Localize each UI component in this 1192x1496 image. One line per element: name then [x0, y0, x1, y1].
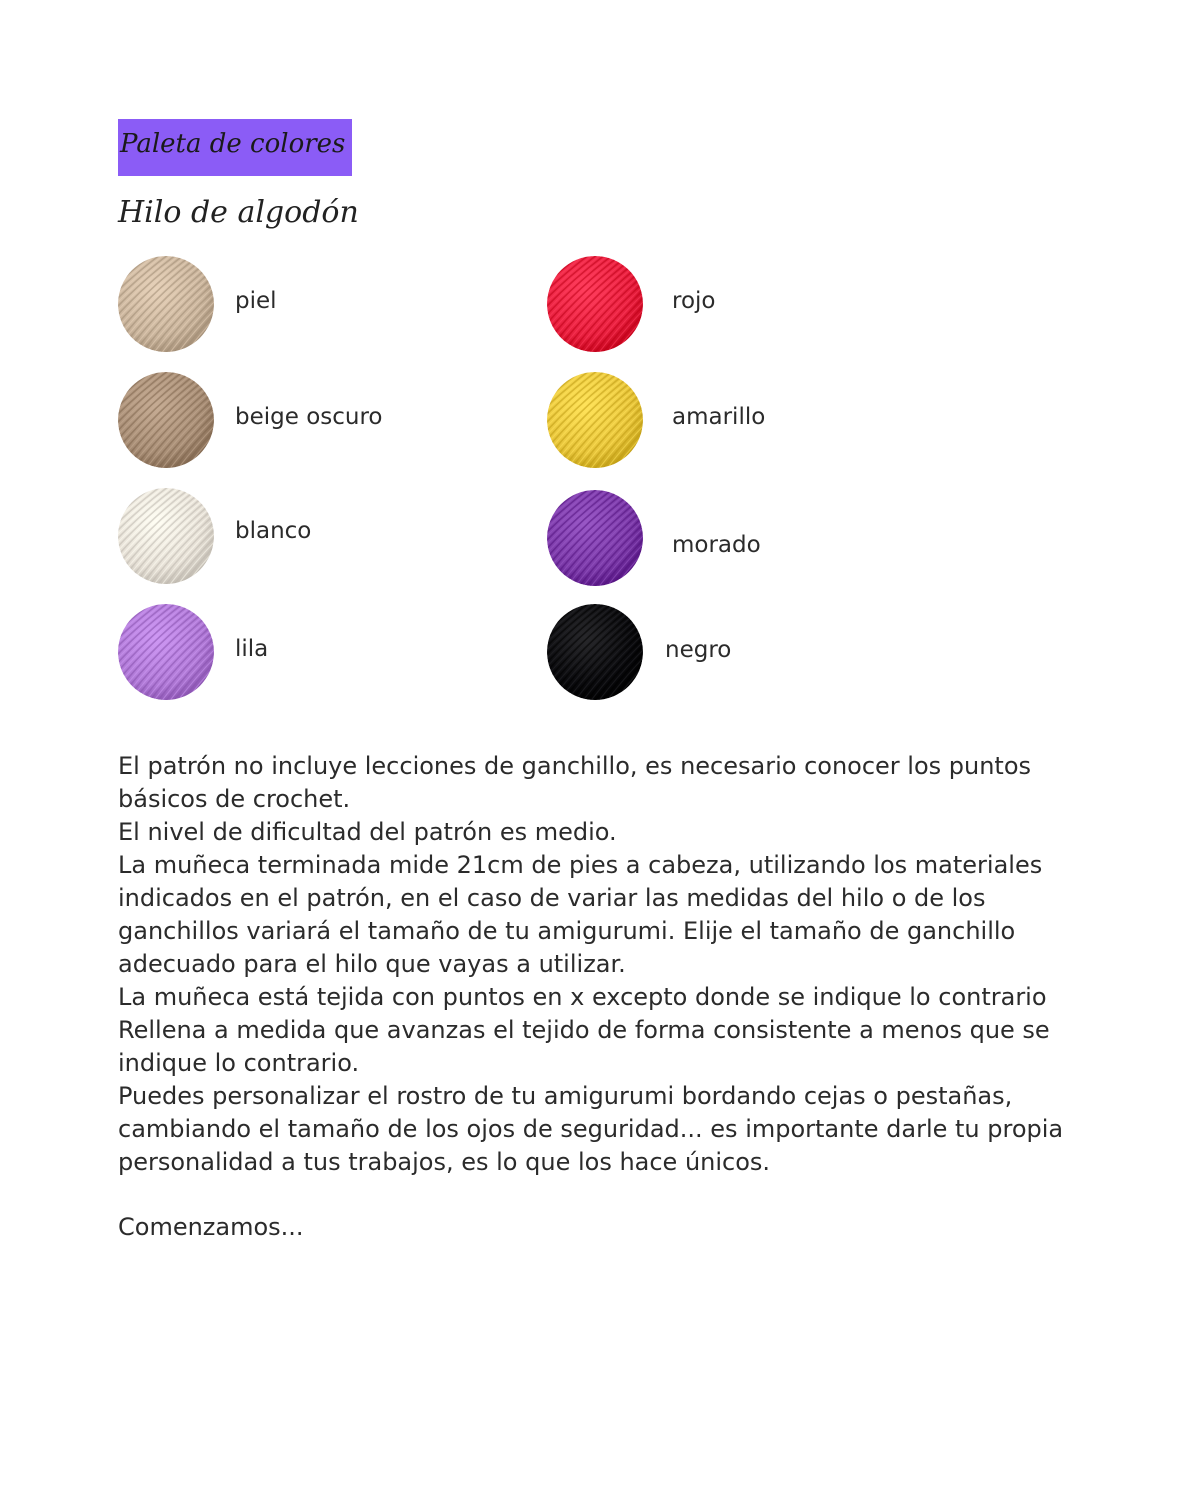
pattern-notes	[118, 750, 1078, 1179]
yarn-ball-icon	[547, 372, 643, 468]
note-paragraph: La muñeca terminada mide 21cm de pies a cabeza, utilizando los materiales indicados en el patrón, en el caso de variar las medidas del hilo o de los ganchillos variará el tamaño de tu amigurumi. Elije el tamaño de ganchillo adecuado para el hilo que vayas a utilizar.	[118, 851, 1043, 978]
yarn-ball-icon	[547, 256, 643, 352]
yarn-ball-icon	[547, 490, 643, 586]
note-paragraph: El nivel de dificultad del patrón es medio.	[118, 818, 617, 846]
swatch-label: negro	[665, 637, 732, 663]
page-title: Paleta de colores	[120, 129, 346, 159]
swatch-label: lila	[235, 636, 269, 662]
swatch-label: rojo	[672, 288, 716, 314]
yarn-ball-icon	[118, 372, 214, 468]
swatch-label: beige oscuro	[235, 404, 383, 430]
swatch-label: amarillo	[672, 404, 766, 430]
yarn-ball-icon	[118, 256, 214, 352]
title-highlight	[118, 119, 352, 176]
section-subtitle: Hilo de algodón	[118, 195, 359, 230]
yarn-ball-icon	[547, 604, 643, 700]
closing-text: Comenzamos...	[118, 1213, 304, 1241]
swatch-label: blanco	[235, 518, 312, 544]
yarn-ball-icon	[118, 604, 214, 700]
swatch-label: piel	[235, 288, 277, 314]
yarn-ball-icon	[118, 488, 214, 584]
note-paragraph: La muñeca está tejida con puntos en x excepto donde se indique lo contrario	[118, 983, 1047, 1011]
note-paragraph: Puedes personalizar el rostro de tu amigurumi bordando cejas o pestañas, cambiando el tamaño de los ojos de seguridad... es importante darle tu propia personalidad a tus trabajos, es lo que los hace únicos.	[118, 1082, 1064, 1176]
note-paragraph: El patrón no incluye lecciones de ganchillo, es necesario conocer los puntos básicos de crochet.	[118, 752, 1032, 813]
note-paragraph: Rellena a medida que avanzas el tejido de forma consistente a menos que se indique lo contrario.	[118, 1016, 1050, 1077]
swatch-label: morado	[672, 532, 761, 558]
